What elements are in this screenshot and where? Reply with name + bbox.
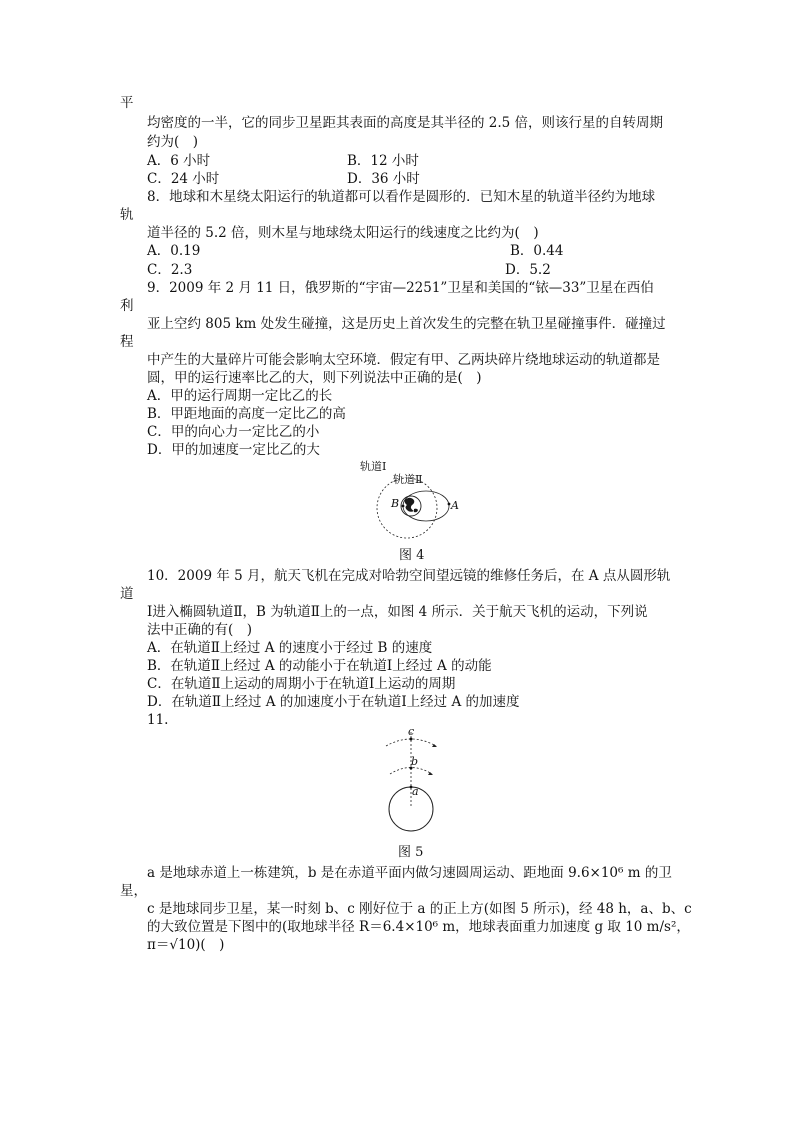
question-11-number: 11. <box>147 712 169 728</box>
point-a-label: A <box>451 499 459 512</box>
text-line: 的大致位置是下图中的(取地球半径 R＝6.4×10⁶ m，地球表面重力加速度 g 取 10 m/s²， <box>147 919 690 935</box>
text-line: Ⅰ进入椭圆轨道Ⅱ，B 为轨道Ⅱ上的一点，如图 4 所示．关于航天飞机的运动，下列说 <box>147 604 648 620</box>
orbit-2-label: 轨道Ⅱ <box>393 473 423 486</box>
option-a: A．甲的运行周期一定比乙的长 <box>147 388 333 404</box>
label-c: c <box>408 725 415 738</box>
figure-5-caption: 图 5 <box>398 845 424 860</box>
option-b: B．甲距地面的高度一定比乙的高 <box>147 406 346 422</box>
text-line: c 是地球同步卫星，某一时刻 b、c 刚好位于 a 的正上方(如图 5 所示)，经 48 h，a、b、c <box>147 901 692 917</box>
text-line: 程 <box>120 334 134 350</box>
text-line: 法中正确的有( ) <box>147 622 253 638</box>
text-line: a 是地球赤道上一栋建筑，b 是在赤道平面内做匀速圆周运动、距地面 9.6×10⁶ m 的卫 <box>147 865 672 881</box>
option-a: A．在轨道Ⅱ上经过 A 的速度小于经过 B 的速度 <box>147 640 433 656</box>
text-line: 星， <box>120 883 147 899</box>
option-c: C．2.3 <box>147 262 193 278</box>
point-b-label: B <box>391 497 400 510</box>
question-9-stem: 9．2009 年 2 月 11 日，俄罗斯的“宇宙—2251”卫星和美国的“铱—33”卫星在西伯 <box>147 280 654 296</box>
text-line: 道 <box>120 586 134 602</box>
option-c: C．甲的向心力一定比乙的小 <box>147 424 320 440</box>
option-b: B．12 小时 <box>347 153 419 169</box>
option-d: D．在轨道Ⅱ上经过 A 的加速度小于在轨道Ⅰ上经过 A 的加速度 <box>147 694 520 710</box>
text-line: 中产生的大量碎片可能会影响太空环境．假定有甲、乙两块碎片绕地球运动的轨道都是 <box>147 352 660 368</box>
text-line: 平 <box>120 95 134 111</box>
option-c: C．24 小时 <box>147 171 220 187</box>
label-a: a <box>412 785 419 798</box>
question-8-stem: 8．地球和木星绕太阳运行的轨道都可以看作是圆形的．已知木星的轨道半径约为地球 <box>147 189 656 205</box>
text-line: 道半径的 5.2 倍，则木星与地球绕太阳运行的线速度之比约为( ) <box>147 225 539 241</box>
option-a: A．0.19 <box>147 243 201 259</box>
option-b: B．0.44 <box>510 243 564 259</box>
label-b: b <box>411 755 419 768</box>
option-d: D．5.2 <box>505 262 551 278</box>
option-c: C．在轨道Ⅱ上运动的周期小于在轨道Ⅰ上运动的周期 <box>147 676 456 692</box>
text-line: 约为( ) <box>147 134 199 150</box>
text-line: π＝√10)( ) <box>147 937 225 953</box>
figure-4-caption: 图 4 <box>399 548 425 563</box>
option-d: D．甲的加速度一定比乙的大 <box>147 442 320 458</box>
option-b: B．在轨道Ⅱ上经过 A 的动能小于在轨道Ⅰ上经过 A 的动能 <box>147 658 492 674</box>
orbit-1-label: 轨道Ⅰ <box>360 460 387 473</box>
question-10-stem: 10．2009 年 5 月，航天飞机在完成对哈勃空间望远镜的维修任务后，在 A 点从圆形轨 <box>147 568 671 584</box>
option-d: D．36 小时 <box>347 171 420 187</box>
text-line: 亚上空约 805 km 处发生碰撞，这是历史上首次发生的完整在轨卫星碰撞事件．碰撞过 <box>147 316 666 332</box>
text-line: 轨 <box>120 207 134 223</box>
text-line: 圆，甲的运行速率比乙的大，则下列说法中正确的是( ) <box>147 370 482 386</box>
option-a: A．6 小时 <box>147 153 211 169</box>
text-line: 利 <box>120 298 134 314</box>
text-line: 均密度的一半，它的同步卫星距其表面的高度是其半径的 2.5 倍，则该行星的自转周期 <box>147 115 664 131</box>
figure-5-satellite-diagram <box>378 724 444 842</box>
